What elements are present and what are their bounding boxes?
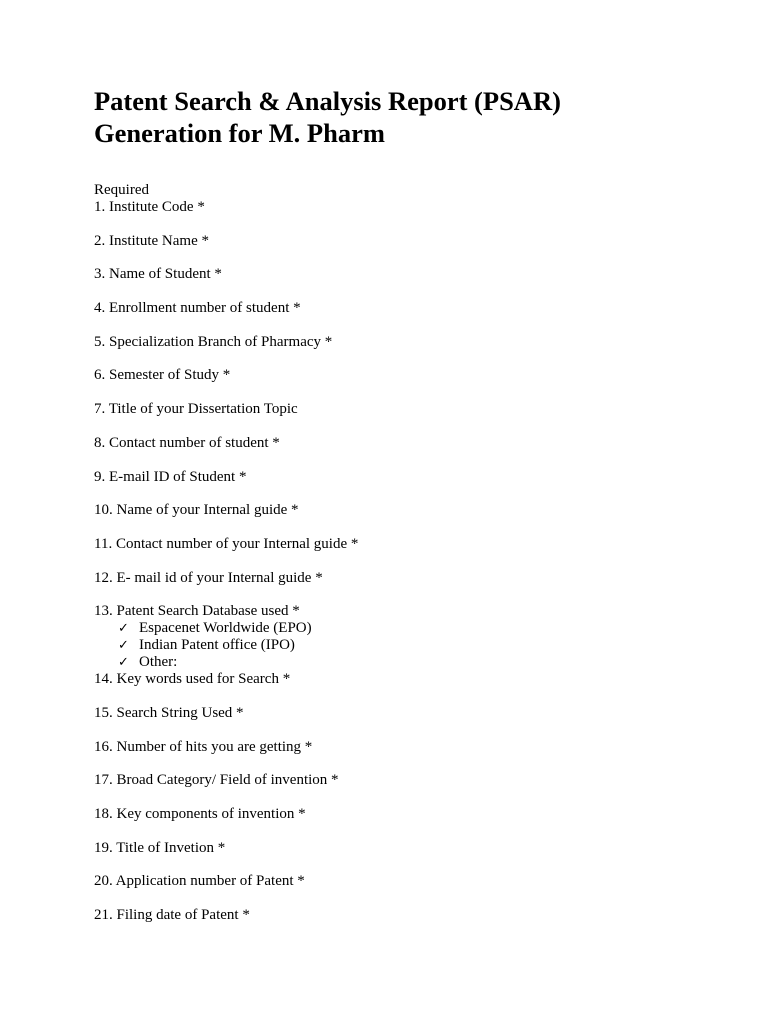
question-10: 10. Name of your Internal guide * — [94, 502, 299, 519]
question-13-label: 13. Patent Search Database used * — [94, 603, 300, 620]
database-option-epo — [118, 620, 734, 637]
checkmark-icon: ✓ — [118, 638, 129, 654]
page-title — [94, 85, 734, 149]
title-line-2: Generation for M. Pharm — [94, 118, 385, 148]
question-15: 15. Search String Used * — [94, 704, 244, 721]
question-2: 2. Institute Name * — [94, 232, 209, 249]
question-list — [94, 199, 734, 924]
question-14: 14. Key words used for Search * — [94, 671, 291, 688]
database-options-list — [94, 620, 734, 671]
question-20: 20. Application number of Patent * — [94, 873, 305, 890]
checkmark-icon: ✓ — [118, 621, 129, 637]
question-19: 19. Title of Invetion * — [94, 839, 226, 856]
question-1: 1. Institute Code * — [94, 199, 205, 215]
question-11: 11. Contact number of your Internal guide * — [94, 535, 359, 552]
psar-form-document — [94, 85, 734, 941]
database-option-label: Espacenet Worldwide (EPO) — [139, 620, 312, 637]
question-16: 16. Number of hits you are getting * — [94, 738, 313, 755]
question-17: 17. Broad Category/ Field of invention * — [94, 772, 339, 789]
required-note: Required — [94, 182, 149, 198]
title-line-1: Patent Search & Analysis Report (PSAR) — [94, 86, 561, 116]
question-13 — [94, 603, 734, 671]
question-18: 18. Key components of invention * — [94, 806, 306, 822]
question-12: 12. E- mail id of your Internal guide * — [94, 569, 323, 586]
database-option-label: Indian Patent office (IPO) — [139, 637, 295, 654]
question-8: 8. Contact number of student * — [94, 434, 280, 451]
question-5: 5. Specialization Branch of Pharmacy * — [94, 333, 333, 350]
question-4: 4. Enrollment number of student * — [94, 300, 301, 317]
question-3: 3. Name of Student * — [94, 266, 222, 283]
question-9: 9. E-mail ID of Student * — [94, 468, 247, 485]
database-option-ipo — [118, 637, 734, 654]
database-option-label: Other: — [139, 654, 178, 671]
checkmark-icon: ✓ — [118, 655, 129, 671]
question-7: 7. Title of your Dissertation Topic — [94, 401, 298, 418]
question-21: 21. Filing date of Patent * — [94, 907, 250, 924]
database-option-other — [118, 654, 734, 671]
question-6: 6. Semester of Study * — [94, 367, 231, 384]
